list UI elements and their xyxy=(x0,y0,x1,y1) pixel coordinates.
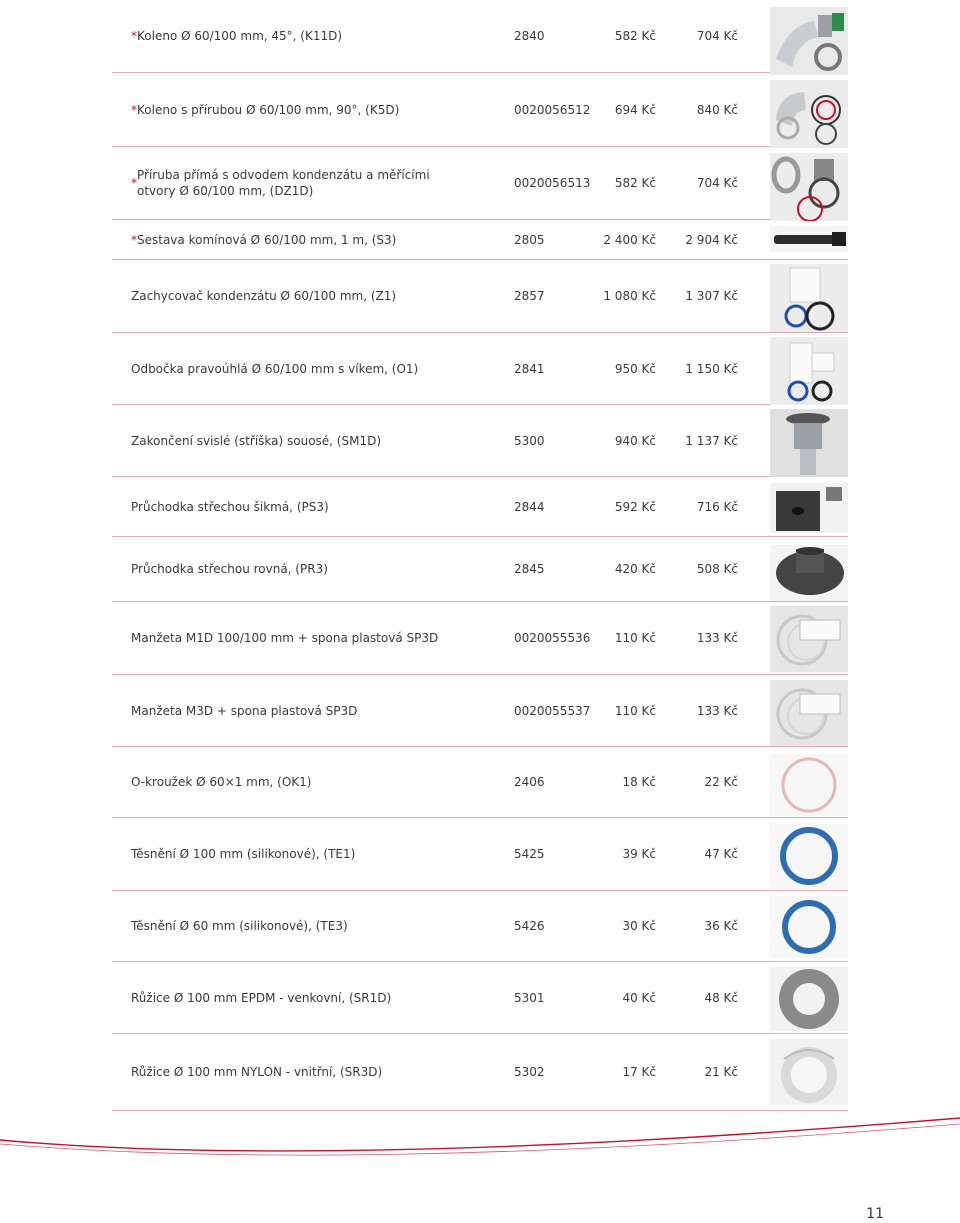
product-code: 0020056512 xyxy=(514,102,591,117)
price-excl-vat: 110 Kč xyxy=(614,631,656,645)
product-row xyxy=(112,962,848,1034)
product-code: 5302 xyxy=(514,1065,545,1079)
tee-branch-photo-icon xyxy=(770,337,848,405)
price-excl-vat: 582 Kč xyxy=(614,176,656,190)
product-table xyxy=(112,0,848,1111)
condensate-trap-photo-icon xyxy=(770,264,848,332)
product-row xyxy=(112,147,848,220)
asterisk-marker: * xyxy=(131,102,137,117)
price-incl-vat: 1 137 Kč xyxy=(685,433,738,448)
rosette-epdm-photo-icon xyxy=(770,967,848,1031)
product-name: Odbočka pravoúhlá Ø 60/100 mm s víkem, (O1) xyxy=(131,361,419,376)
silicone-seal-60-photo-icon xyxy=(770,896,848,958)
o-ring-photo-icon xyxy=(770,754,848,816)
product-row xyxy=(112,220,848,260)
product-row xyxy=(112,333,848,405)
price-incl-vat: 48 Kč xyxy=(704,990,738,1005)
product-code: 0020055537 xyxy=(514,703,591,718)
price-incl-vat: 716 Kč xyxy=(696,499,738,514)
price-incl-vat: 1 150 Kč xyxy=(685,361,738,376)
product-name: Manžeta M3D + spona plastová SP3D xyxy=(131,703,358,718)
silicone-seal-100-photo-icon xyxy=(770,823,848,889)
price-incl-vat: 22 Kč xyxy=(704,775,738,789)
price-excl-vat: 940 Kč xyxy=(614,433,656,448)
price-excl-vat: 1 080 Kč xyxy=(603,289,656,303)
product-name: O-kroužek Ø 60×1 mm, (OK1) xyxy=(131,775,312,789)
price-incl-vat: 704 Kč xyxy=(696,176,738,190)
page-number: 11 xyxy=(866,1206,884,1222)
product-code: 5426 xyxy=(514,919,545,933)
pitched-roof-flashing-photo-icon xyxy=(770,483,848,533)
product-row xyxy=(112,0,848,73)
price-excl-vat: 694 Kč xyxy=(614,102,656,117)
rosette-nylon-photo-icon xyxy=(770,1039,848,1105)
product-name: * Příruba přímá s odvodem kondenzátu a měřícími otvory Ø 60/100 mm, (DZ1D) xyxy=(131,168,430,198)
product-name: Průchodka střechou šikmá, (PS3) xyxy=(131,499,329,514)
price-incl-vat: 840 Kč xyxy=(696,102,738,117)
price-incl-vat: 2 904 Kč xyxy=(685,232,738,247)
price-excl-vat: 582 Kč xyxy=(614,29,656,43)
decorative-red-swoosh xyxy=(0,1110,960,1170)
product-row xyxy=(112,602,848,675)
price-excl-vat: 39 Kč xyxy=(622,847,656,861)
product-code: 2840 xyxy=(514,29,545,43)
product-name: * Sestava komínová Ø 60/100 mm, 1 m, (S3) xyxy=(131,232,397,247)
asterisk-marker: * xyxy=(131,29,137,43)
price-excl-vat: 18 Kč xyxy=(622,775,656,789)
product-name: Manžeta M1D 100/100 mm + spona plastová SP3D xyxy=(131,631,439,645)
product-row xyxy=(112,405,848,477)
product-code: 2841 xyxy=(514,361,545,376)
price-incl-vat: 1 307 Kč xyxy=(685,289,738,303)
chimney-set-photo-icon xyxy=(770,226,848,252)
product-row xyxy=(112,73,848,147)
product-code: 5301 xyxy=(514,990,545,1005)
product-code: 0020056513 xyxy=(514,176,591,190)
straight-flange-photo-icon xyxy=(770,153,848,221)
price-excl-vat: 420 Kč xyxy=(614,562,656,576)
elbow-90-flange-photo-icon xyxy=(770,80,848,148)
price-incl-vat: 21 Kč xyxy=(704,1065,738,1079)
product-code: 2857 xyxy=(514,289,545,303)
price-incl-vat: 47 Kč xyxy=(704,847,738,861)
price-incl-vat: 133 Kč xyxy=(696,703,738,718)
product-row xyxy=(112,747,848,818)
product-row xyxy=(112,818,848,891)
price-incl-vat: 704 Kč xyxy=(696,29,738,43)
product-row xyxy=(112,537,848,602)
product-code: 5425 xyxy=(514,847,545,861)
price-excl-vat: 17 Kč xyxy=(622,1065,656,1079)
product-row xyxy=(112,891,848,962)
price-excl-vat: 30 Kč xyxy=(622,919,656,933)
asterisk-marker: * xyxy=(131,232,137,247)
product-name: Těsnění Ø 100 mm (silikonové), (TE1) xyxy=(131,847,356,861)
price-incl-vat: 508 Kč xyxy=(696,562,738,576)
product-name: Růžice Ø 100 mm NYLON - vnitřní, (SR3D) xyxy=(131,1065,383,1079)
sleeve-pack-photo-icon xyxy=(770,680,848,746)
product-code: 2844 xyxy=(514,499,545,514)
price-excl-vat: 40 Kč xyxy=(622,990,656,1005)
product-name: Průchodka střechou rovná, (PR3) xyxy=(131,562,328,576)
product-name: Zakončení svislé (stříška) souosé, (SM1D) xyxy=(131,433,382,448)
product-code: 2805 xyxy=(514,232,545,247)
product-row xyxy=(112,260,848,333)
product-name: * Koleno Ø 60/100 mm, 45°, (K11D) xyxy=(131,29,343,43)
product-code: 2406 xyxy=(514,775,545,789)
product-name: Růžice Ø 100 mm EPDM - venkovní, (SR1D) xyxy=(131,990,392,1005)
product-code: 0020055536 xyxy=(514,631,591,645)
price-incl-vat: 133 Kč xyxy=(696,631,738,645)
price-excl-vat: 592 Kč xyxy=(614,499,656,514)
product-row xyxy=(112,477,848,537)
product-code: 5300 xyxy=(514,433,545,448)
price-excl-vat: 2 400 Kč xyxy=(603,232,656,247)
product-name: * Koleno s přírubou Ø 60/100 mm, 90°, (K5D) xyxy=(131,102,400,117)
product-row xyxy=(112,1034,848,1111)
flat-roof-flashing-photo-icon xyxy=(770,545,848,601)
asterisk-marker: * xyxy=(131,176,137,190)
vertical-terminal-photo-icon xyxy=(770,409,848,477)
product-name: Zachycovač kondenzátu Ø 60/100 mm, (Z1) xyxy=(131,289,397,303)
elbow-45-photo-icon xyxy=(770,7,848,75)
product-name: Těsnění Ø 60 mm (silikonové), (TE3) xyxy=(131,919,348,933)
product-code: 2845 xyxy=(514,562,545,576)
price-incl-vat: 36 Kč xyxy=(704,919,738,933)
price-excl-vat: 950 Kč xyxy=(614,361,656,376)
product-row xyxy=(112,675,848,747)
sleeve-pack-photo-icon xyxy=(770,606,848,672)
price-excl-vat: 110 Kč xyxy=(614,703,656,718)
